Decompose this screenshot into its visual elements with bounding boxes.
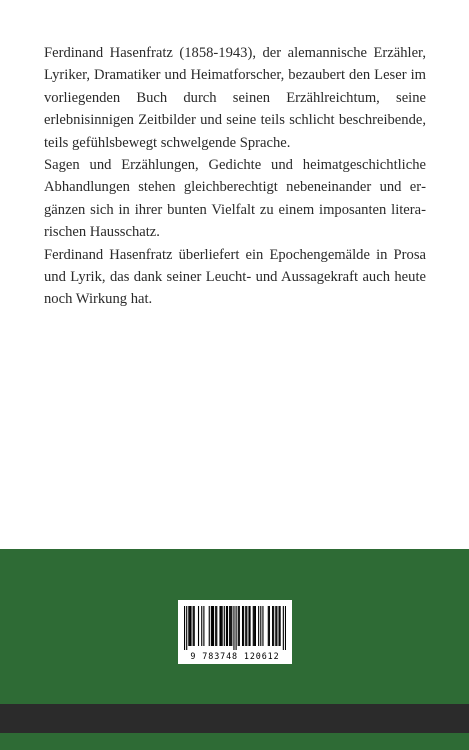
barcode-bar [229, 606, 230, 646]
barcode-bar [198, 606, 199, 646]
barcode-bar [243, 606, 244, 646]
barcode-bar [236, 606, 237, 650]
barcode-bar [255, 606, 256, 646]
barcode-bar [194, 606, 195, 646]
barcode-bar [216, 606, 217, 646]
barcode-bar [224, 606, 225, 646]
barcode-bar [276, 606, 277, 646]
barcode-bar [209, 606, 210, 646]
barcode-bar [260, 606, 261, 646]
barcode-bar [272, 606, 273, 646]
barcode-bar [269, 606, 270, 646]
barcode-bar [221, 606, 222, 646]
barcode-bar [273, 606, 274, 646]
barcode-bar [246, 606, 247, 646]
barcode-bar [226, 606, 227, 646]
barcode-bar [190, 606, 191, 646]
barcode-bar [227, 606, 228, 646]
blurb-paragraph-1: Ferdinand Hasenfratz (1858-1943), der alemannische Erzähler, Lyriker, Dramatiker und Heimatforscher, bezaubert den Leser im vorliegenden Buch durch seinen Erzählreichtum, seine erlebnisinnigen Zeitbilder und seine teils schlicht beschreibende, teils gefühlsbewegt schwelgende Sprache. [44, 45, 426, 151]
barcode-bar [233, 606, 234, 650]
barcode-bar [280, 606, 281, 646]
barcode-bar [215, 606, 216, 646]
barcode-bar [254, 606, 255, 646]
barcode-bar [283, 606, 284, 650]
blurb-paragraph-3: Ferdinand Hasenfratz überliefert ein Epochengemälde in Prosa und Lyrik, das dank seiner Leucht- und Aussagekraft auch heute noch Wirkung hat. [44, 246, 426, 308]
barcode-bar [245, 606, 246, 646]
barcode-bar [248, 606, 249, 646]
barcode-bar [230, 606, 231, 646]
barcode-bar [285, 606, 286, 650]
barcode-bar [193, 606, 194, 646]
barcode-bar [189, 606, 190, 646]
barcode-bar [275, 606, 276, 646]
barcode-bar [211, 606, 212, 646]
barcode-bar [239, 606, 240, 646]
barcode-bar [186, 606, 187, 650]
barcode-bar [184, 606, 185, 650]
barcode-bar [253, 606, 254, 646]
isbn-barcode [178, 600, 292, 664]
barcode-bar [242, 606, 243, 646]
barcode-bars [184, 606, 286, 650]
barcode-bar [219, 606, 220, 646]
barcode-digits: 9 783748 120612 [190, 651, 280, 661]
barcode-bar [258, 606, 259, 646]
barcode-bar [203, 606, 204, 646]
barcode-bar [213, 606, 214, 646]
barcode-bar [222, 606, 223, 646]
barcode-bar [238, 606, 239, 646]
barcode-bar [201, 606, 202, 646]
barcode-bar [262, 606, 263, 646]
barcode-bar [278, 606, 279, 646]
barcode-bar [188, 606, 189, 646]
barcode-bar [231, 606, 232, 646]
back-cover-blurb [44, 42, 426, 311]
bottom-band [0, 733, 469, 750]
barcode-bar [268, 606, 269, 646]
barcode-bar [212, 606, 213, 646]
blurb-paragraph-2: Sagen und Erzählungen, Gedichte und heimatgeschichtliche Abhandlungen stehen gleichberechtigt nebeneinander und ergänzen sich in ihrer bunten Vielfalt zu einem imposanten literarischen Hausschatz. [44, 157, 426, 241]
dark-band [0, 704, 469, 733]
barcode-bar [249, 606, 250, 646]
